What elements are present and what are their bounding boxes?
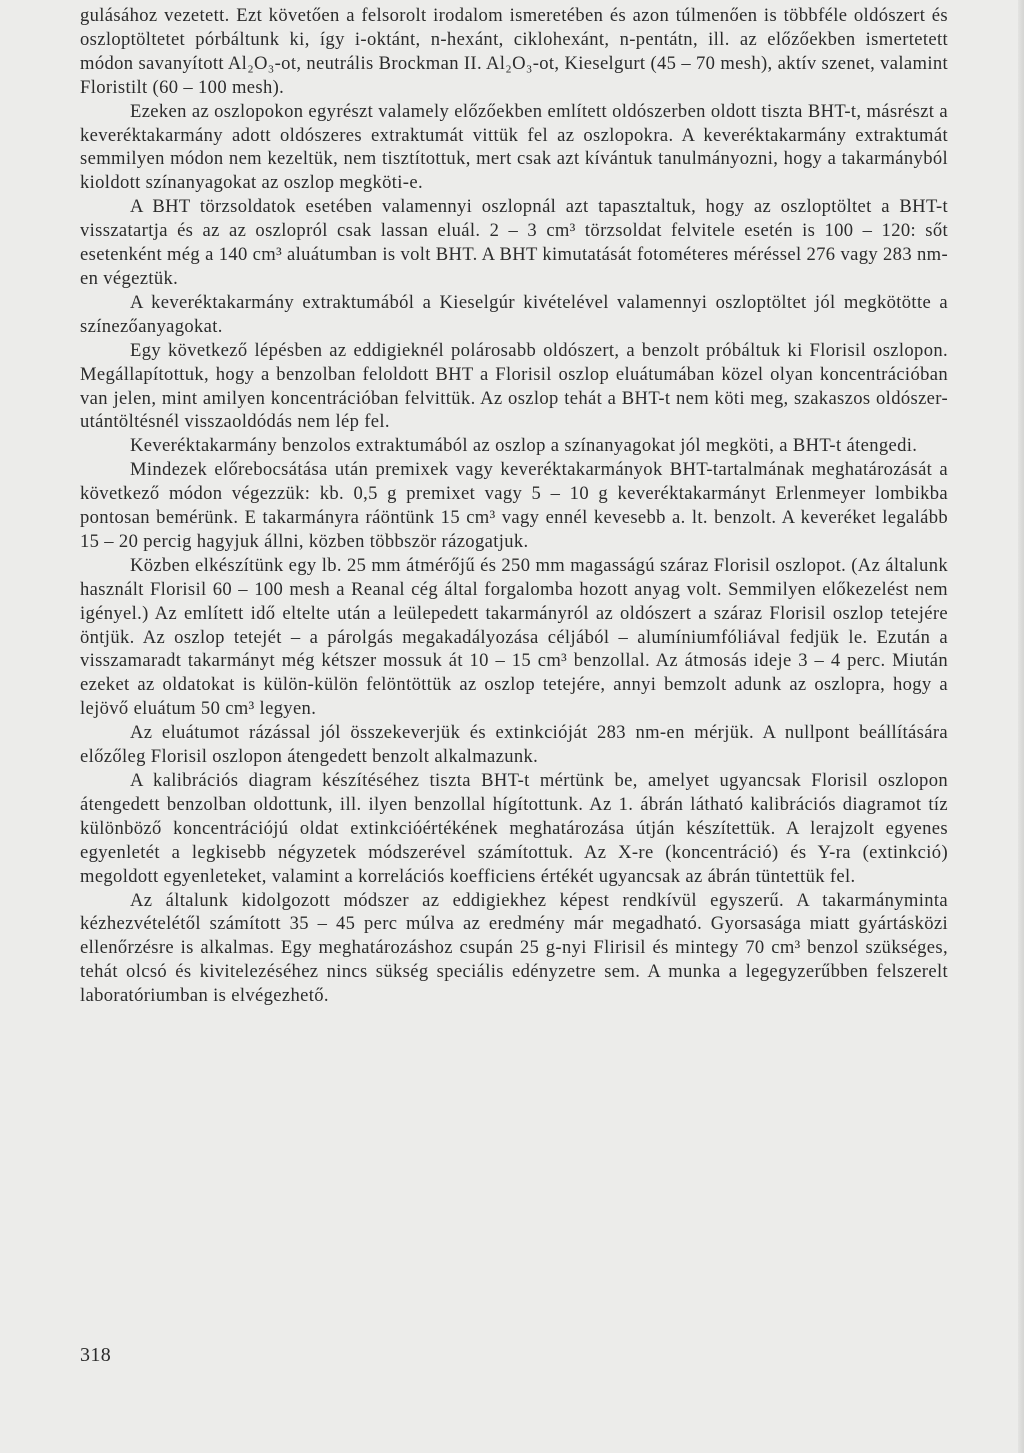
- paragraph: Az általunk kidolgozott módszer az eddigiekhez képest rendkívül egyszerű. A takarmányminta kézhezvételétől számított 35 – 45 perc múlva az eredmény már megadható. Gyorsasága miatt gyártásközi ellenőrzésre is alkalmas. Egy meghatározáshoz csupán 25 g-nyi Flirisil és mintegy 70 cm³ benzol szükséges, tehát olcsó és kivitelezéséhez nincs sükség speciális edényzetre sem. A munka a legegyzerűbben felszerelt laboratóriumban is elvégezhető.: [80, 889, 948, 1007]
- paragraph: A BHT törzsoldatok esetében valamennyi oszlopnál azt tapasztaltuk, hogy az oszloptöltet a BHT-t visszatartja és az az oszlopról csak lassan eluál. 2 – 3 cm³ törzsoldat felvitele esetén is 100 – 120: sőt esetenként még a 140 cm³ aluátumban is volt BHT. A BHT kimutatását fotométeres méréssel 276 vagy 283 nm-en végeztük.: [80, 196, 948, 289]
- paragraph: Keveréktakarmány benzolos extraktumából az oszlop a színanyagokat jól megköti, a BHT-t átengedi.: [130, 435, 918, 457]
- page-edge: [1018, 0, 1024, 1453]
- paragraph: Mindezek előrebocsátása után premixek vagy keveréktakarmányok BHT-tartalmának meghatározását a következő módon végezzük: kb. 0,5 g premixet vagy 5 – 10 g keveréktakarmányt Erlenmeyer lombikba pontosan bemérünk. E takarmányra ráöntünk 15 cm³ vagy ennél kevesebb a. lt. benzolt. A keveréket legalább 15 – 20 percig hagyjuk állni, közben többször rázogatjuk.: [80, 459, 948, 552]
- body-text: [80, 4, 948, 1008]
- paragraph: Az eluátumot rázással jól összekeverjük és extinkcióját 283 nm-en mérjük. A nullpont beállítására előzőleg Florisil oszlopon átengedett benzolt alkalmazunk.: [80, 722, 948, 768]
- paragraph: Egy következő lépésben az eddigieknél polárosabb oldószert, a benzolt próbáltuk ki Florisil oszlopon. Megállapítottuk, hogy a benzolban feloldott BHT a Florisil oszlop eluátumában közel olyan koncentrációban van jelen, mint amilyen koncentrációban felvittük. Az oszlop tehát a BHT-t nem köti meg, szakaszos oldószer-utántöltésnél visszaoldódás nem lép fel.: [80, 339, 948, 433]
- paragraph: A kalibrációs diagram készítéséhez tiszta BHT-t mértünk be, amelyet ugyancsak Florisil oszlopon átengedett benzolban oldottunk, ill. ilyen benzollal hígítottunk. Az 1. ábrán látható kalibrációs diagramot tíz különböző koncentrációjú oldat extinkcióértékének meghatározása útján készítettük. A lerajzolt egyenes egyenletét a legkisebb négyzetek módszerével számítottuk. Az X-re (koncentráció) és Y-ra (extinkció) megoldott egyenleteket, valamint a korrelációs koefficiens értékét ugyancsak az ábrán tüntettük fel.: [80, 770, 948, 887]
- paragraph: Közben elkészítünk egy lb. 25 mm átmérőjű és 250 mm magasságú száraz Florisil oszlopot. (Az általunk használt Florisil 60 – 100 mesh a Reanal cég által forgalomba hozott anyag volt. Semmilyen előkezelést nem igényel.) Az említett idő eltelte után a leülepedett takarmányról az oldószert a száraz Florisil oszlop tetejére öntjük. Az oszlop tetejét – a párolgás megakadályozása céljából – alumíniumfóliával fedjük le. Ezután a visszamaradt takarmányt még kétszer mossuk át 10 – 15 cm³ benzollal. Az átmosás ideje 3 – 4 perc. Miután ezeket az oldatokat is külön-külön felöntöttük az oszlop tetejére, annyi bemzolt adunk az oszlopra, hogy a lejövő eluátum 50 cm³ legyen.: [80, 554, 948, 720]
- paragraph: A keveréktakarmány extraktumából a Kieselgúr kivételével valamennyi oszloptöltet jól megkötötte a színezőanyagokat.: [80, 291, 948, 337]
- page-number: 318: [80, 1344, 112, 1366]
- paragraph: Ezeken az oszlopokon egyrészt valamely előzőekben említett oldószerben oldott tiszta BHT-t, másrészt a keveréktakarmány adott oldószeres extraktumát vittük fel az oszlopokra. A keveréktakarmány extraktumát semmilyen módon nem kezeltük, nem tisztítottuk, mert csak azt kívántuk tanulmányozni, hogy a takarmányból kioldott színanyagokat az oszlop megköti-e.: [80, 100, 948, 194]
- paragraph: gulásához vezetett. Ezt követően a felsorolt irodalom ismeretében és azon túlmenően is többféle oldószert és oszloptöltetet pórbáltunk ki, így i-oktánt, n-hexánt, ciklohexánt, n-pentátn, ill. az előzőekben ismertetett módon savanyított Al₂O₃-ot, neutrális Brockman II. Al₂O₃-ot, Kieselgurt (45 – 70 mesh), aktív szenet, valamint Floristilt (60 – 100 mesh).: [80, 5, 948, 98]
